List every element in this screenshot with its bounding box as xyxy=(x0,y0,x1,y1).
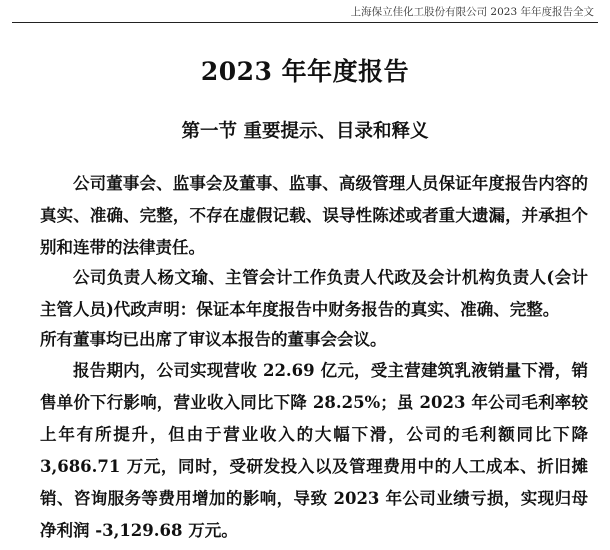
report-title: 2023 年年度报告 xyxy=(200,57,410,86)
paragraph-performance-summary: 报告期内，公司实现营收 22.69 亿元，受主营建筑乳液销量下滑，销售单价下行影响，营业收入同比下降 28.25%；虽 2023 年公司毛利率较上年有所提升，但由于营业收入的大幅下滑，公司的毛利额同比下降 3,686.71 万元，同时，受研发投入以及管理费用中的人工成本、折旧摊销、咨询服务等费用增加的影响，导致 2023 年公司业绩亏损，实现归母净利润 -3,129.68 万元。 xyxy=(40,361,588,540)
header-divider xyxy=(12,22,598,23)
paragraph-responsible-persons-statement: 公司负责人杨文瑜、主管会计工作负责人代政及会计机构负责人(会计主管人员)代政声明：保证本年度报告中财务报告的真实、准确、完整。 xyxy=(40,268,588,319)
paragraph-board-guarantee: 公司董事会、监事会及董事、监事、高级管理人员保证年度报告内容的真实、准确、完整，不存在虚假记载、误导性陈述或者重大遗漏，并承担个别和连带的法律责任。 xyxy=(40,174,588,257)
paragraph-directors-attendance: 所有董事均已出席了审议本报告的董事会会议。 xyxy=(40,330,387,349)
section-heading: 第一节 重要提示、目录和释义 xyxy=(181,121,429,142)
running-header: 上海保立佳化工股份有限公司 2023 年年度报告全文 xyxy=(350,6,594,18)
